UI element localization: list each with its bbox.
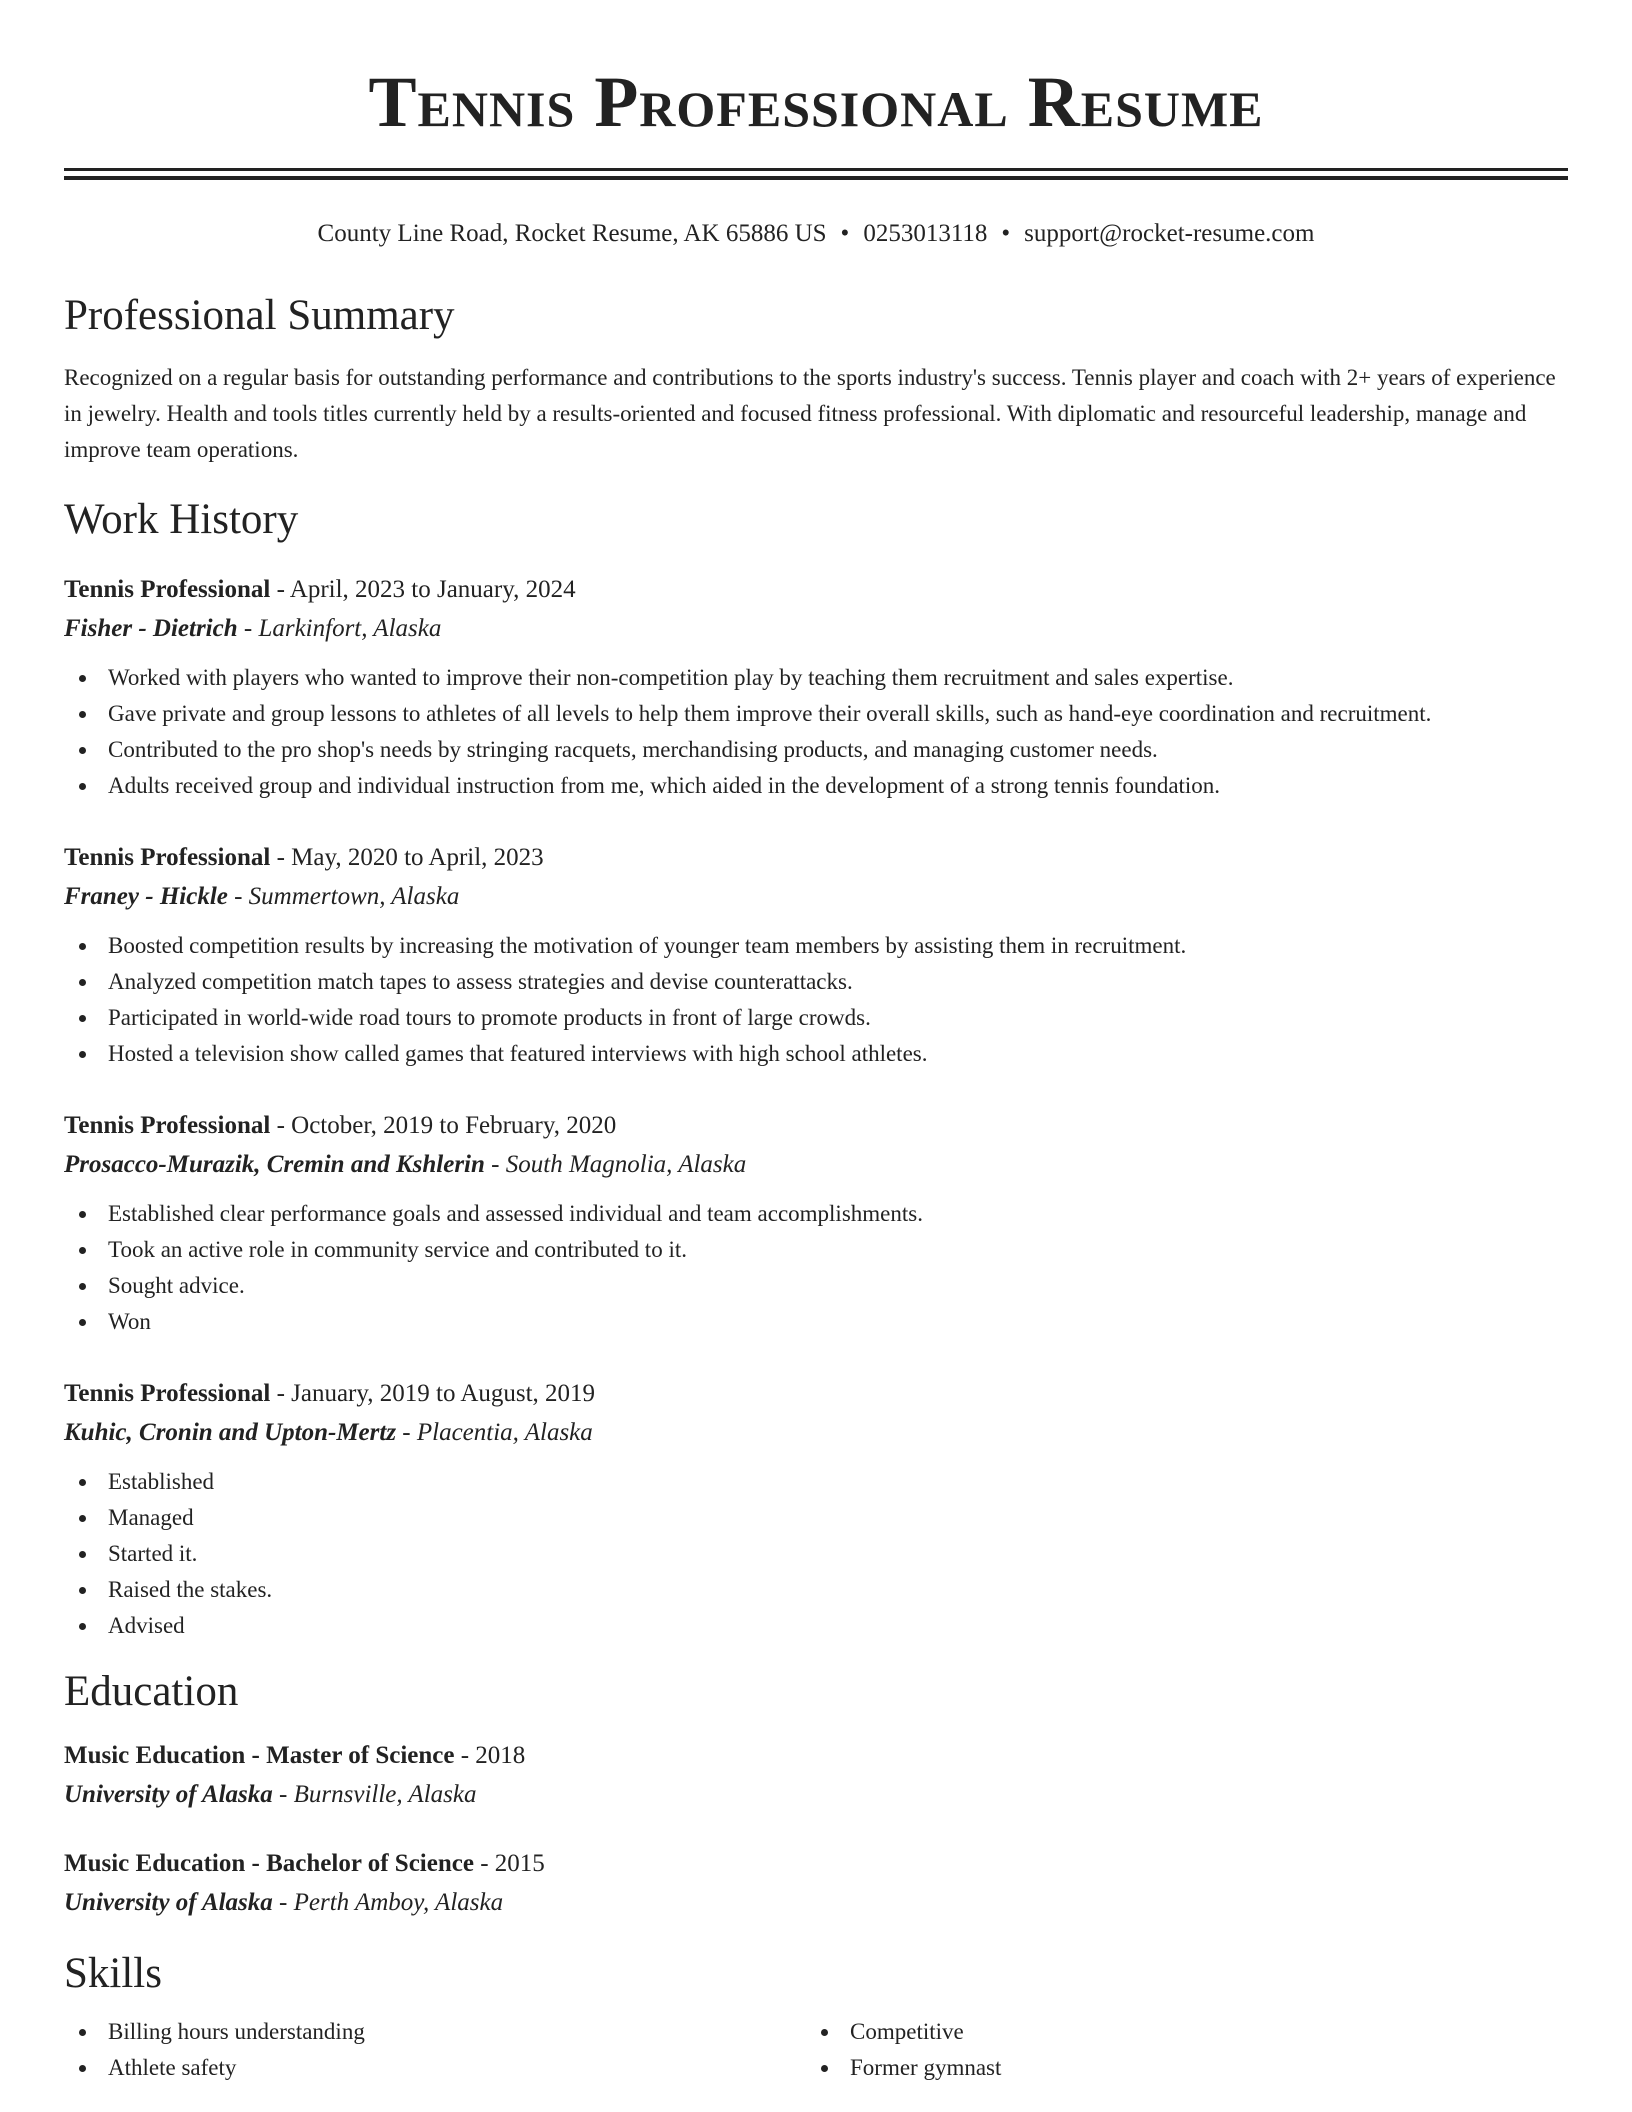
job-bullets — [64, 660, 1568, 804]
job-company-line — [64, 1413, 1568, 1452]
resume-title: Tennis Professional Resume — [368, 62, 1264, 142]
list-item: Hosted a television show called games that featured interviews with high school athletes. — [108, 1036, 1568, 1072]
job-dates: - January, 2019 to August, 2019 — [270, 1380, 596, 1407]
list-item: Analyzed competition match tapes to assess strategies and devise counterattacks. — [108, 964, 1568, 1000]
list-item: Athlete safety — [108, 2050, 806, 2086]
list-item: Established — [108, 1464, 1568, 1500]
list-item: Established clear performance goals and assessed individual and team accomplishments. — [108, 1196, 1568, 1232]
education-school: University of Alaska — [64, 1781, 273, 1808]
education-year: - 2015 — [473, 1850, 545, 1877]
job-title-line — [64, 1106, 1568, 1145]
job-title-line — [64, 570, 1568, 609]
job-title: Tennis Professional — [64, 844, 271, 871]
job-entry — [64, 1106, 1568, 1340]
job-dates: - October, 2019 to February, 2020 — [270, 1112, 617, 1139]
education-entry — [64, 1736, 1568, 1814]
summary-text: Recognized on a regular basis for outstanding performance and contributions to the sports industry's success. Tennis player and coach with 2+ years of experience in jewelry. Health and tools titles currently held by a results-oriented and focused fitness professional. With diplomatic and resourceful leadership, manage and improve team operations. — [64, 365, 1556, 462]
education-degree-line — [64, 1736, 1568, 1775]
education-degree: Music Education - Bachelor of Science — [64, 1850, 474, 1877]
job-dates: - May, 2020 to April, 2023 — [270, 844, 544, 871]
skills-list-right — [806, 2014, 1548, 2086]
list-item: Worked with players who wanted to improve their non-competition play by teaching them recruitment and sales expertise. — [108, 660, 1568, 696]
list-item: Competitive — [850, 2014, 1548, 2050]
contact-separator: • — [840, 220, 850, 247]
list-item: Started it. — [108, 1536, 1568, 1572]
summary-heading: Professional Summary — [64, 292, 455, 339]
job-dates: - April, 2023 to January, 2024 — [270, 576, 576, 603]
job-title-line — [64, 1374, 1568, 1413]
contact-email: support@rocket-resume.com — [1024, 220, 1315, 247]
skills-grid — [64, 2014, 1568, 2086]
job-entry — [64, 570, 1568, 804]
education-school-line — [64, 1775, 1568, 1814]
education-school: University of Alaska — [64, 1889, 273, 1916]
contact-line — [64, 218, 1568, 250]
job-company-line — [64, 877, 1568, 916]
job-title-line — [64, 838, 1568, 877]
skills-column-left — [64, 2014, 806, 2086]
list-item: Advised — [108, 1608, 1568, 1644]
skills-column-right — [806, 2014, 1548, 2086]
job-title: Tennis Professional — [64, 1112, 271, 1139]
list-item: Raised the stakes. — [108, 1572, 1568, 1608]
education-heading: Education — [64, 1668, 239, 1715]
job-bullets — [64, 1196, 1568, 1340]
job-entry — [64, 838, 1568, 1072]
title-rule-top — [64, 168, 1568, 171]
job-entry — [64, 1374, 1568, 1644]
job-title: Tennis Professional — [64, 576, 271, 603]
list-item: Managed — [108, 1500, 1568, 1536]
title-rule-bottom — [64, 176, 1568, 180]
education-school-line — [64, 1883, 1568, 1922]
list-item: Won — [108, 1304, 1568, 1340]
job-bullets — [64, 928, 1568, 1072]
job-location: - Placentia, Alaska — [396, 1419, 593, 1446]
education-degree-line — [64, 1844, 1568, 1883]
list-item: Adults received group and individual instruction from me, which aided in the development of a strong tennis foundation. — [108, 768, 1568, 804]
job-company: Franey - Hickle — [64, 883, 228, 910]
list-item: Gave private and group lessons to athletes of all levels to help them improve their overall skills, such as hand-eye coordination and recruitment. — [108, 696, 1568, 732]
skills-list-left — [64, 2014, 806, 2086]
job-company-line — [64, 609, 1568, 648]
job-location: - Summertown, Alaska — [227, 883, 460, 910]
education-location: - Burnsville, Alaska — [272, 1781, 477, 1808]
job-location: - Larkinfort, Alaska — [237, 615, 442, 642]
job-title: Tennis Professional — [64, 1380, 271, 1407]
list-item: Took an active role in community service and contributed to it. — [108, 1232, 1568, 1268]
list-item: Billing hours understanding — [108, 2014, 806, 2050]
contact-phone: 0253013118 — [863, 220, 988, 247]
job-company: Kuhic, Cronin and Upton-Mertz — [64, 1419, 397, 1446]
job-company: Prosacco-Murazik, Cremin and Kshlerin — [64, 1151, 485, 1178]
skills-heading: Skills — [64, 1950, 162, 1997]
job-company: Fisher - Dietrich — [64, 615, 238, 642]
contact-separator: • — [1001, 220, 1011, 247]
work-history-heading: Work History — [64, 496, 299, 543]
list-item: Contributed to the pro shop's needs by stringing racquets, merchandising products, and managing customer needs. — [108, 732, 1568, 768]
job-company-line — [64, 1145, 1568, 1184]
education-degree: Music Education - Master of Science — [64, 1742, 455, 1769]
education-entry — [64, 1844, 1568, 1922]
list-item: Former gymnast — [850, 2050, 1548, 2086]
education-location: - Perth Amboy, Alaska — [272, 1889, 504, 1916]
job-bullets — [64, 1464, 1568, 1644]
education-year: - 2018 — [454, 1742, 526, 1769]
list-item: Participated in world-wide road tours to promote products in front of large crowds. — [108, 1000, 1568, 1036]
contact-address: County Line Road, Rocket Resume, AK 65886 US — [317, 220, 827, 247]
list-item: Sought advice. — [108, 1268, 1568, 1304]
job-location: - South Magnolia, Alaska — [484, 1151, 747, 1178]
list-item: Boosted competition results by increasing the motivation of younger team members by assisting them in recruitment. — [108, 928, 1568, 964]
